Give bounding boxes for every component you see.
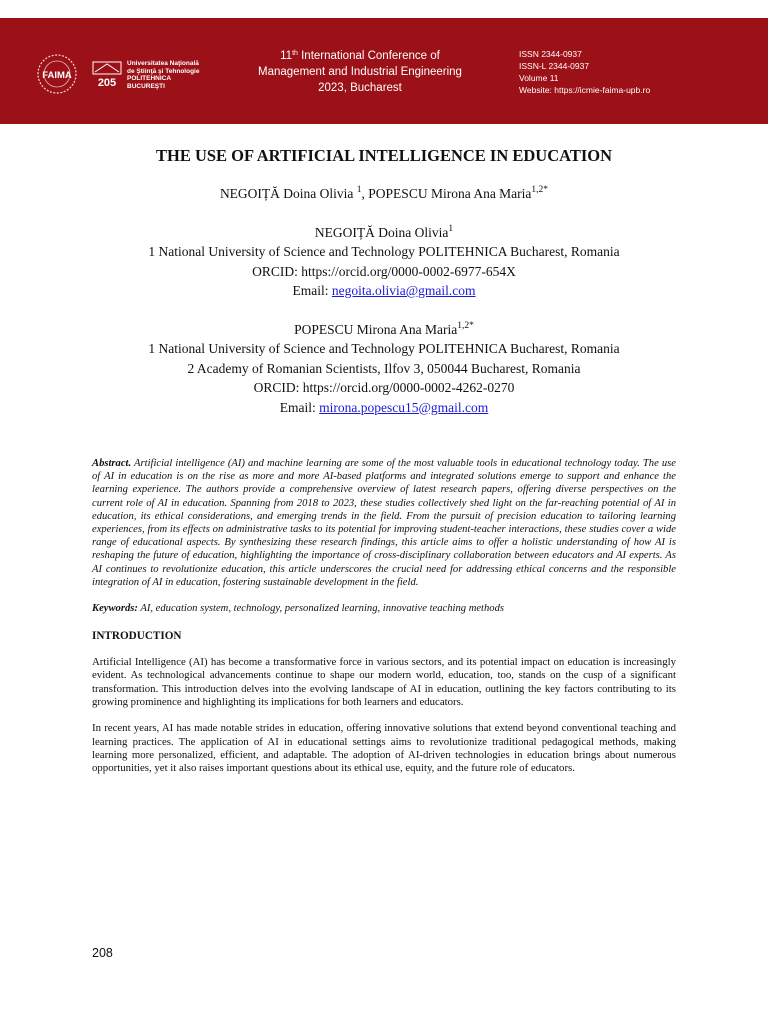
upb-emblem-icon — [90, 59, 124, 91]
introduction-heading: INTRODUCTION — [92, 630, 182, 643]
introduction-paragraph-1: Artificial Intelligence (AI) has become a transformative force in various sectors, and its potential impact on education is increasingly evident. As technological advancements continue to shape our modern world, education, too, stands on the cusp of a significant transformation. This introduction delves into the evolving landscape of AI in education, outlining the key factors contributing to its growing prominence and highlighting its implications for both learners and educators. — [92, 656, 676, 708]
website: Website: https://icmie-faima-upb.ro — [519, 85, 651, 95]
author-2-orcid: ORCID: https://orcid.org/0000-0002-4262-0270 — [253, 380, 515, 395]
issn: ISSN 2344-0937 — [519, 49, 582, 59]
author-1-affiliation: 1 National University of Science and Technology POLITEHNICA Bucharest, Romania — [148, 244, 620, 259]
abstract — [92, 457, 676, 589]
conference-line-1: 11th International Conference of — [280, 50, 440, 62]
abstract-text: Artificial intelligence (AI) and machine learning are some of the most valuable tools in educational technology today. The use of AI in education is on the rise as more and more AI-based platforms and integrated solutions emerge to support and enhance the learning experience. The authors provide a comprehensive overview of latest research papers, offering diverse perspectives on the current role of AI in education. Spanning from 2018 to 2023, these studies collectively shed light on the far-reaching potential of AI in education, its ethical considerations, and emerging trends in the field. From the pursuit of precision education to tailoring learning experiences, from its effects on administrative tasks to its potential for improving student-teacher interactions, these studies cover a wide range of educational aspects. By synthesizing these research findings, this article aims to offer a holistic understanding of how AI is reshaping the future of education, highlighting the importance of cross-disciplinary collaboration between educators and AI experts. As AI continues to revolutionize education, this article underscores the crucial need for addressing ethical concerns and the responsible integration of AI in education, fostering sustainable development in the field. — [92, 458, 676, 588]
upb-logo — [90, 59, 205, 91]
author-1-name: NEGOIȚĂ Doina Olivia$^1$ — [314, 223, 454, 240]
author-2-email-link[interactable]: mirona.popescu15@gmail.com — [319, 399, 489, 415]
logos — [30, 50, 205, 100]
author-2-block — [92, 320, 676, 418]
conference-line-2: Management and Industrial Engineering — [258, 66, 462, 78]
conference-title — [240, 48, 480, 96]
upb-line-2: de Ştiinţă şi Tehnologie — [127, 67, 200, 75]
paper-content — [92, 146, 676, 775]
upb-number: 205 — [97, 77, 117, 89]
author-2-affiliation-1: 1 National University of Science and Technology POLITEHNICA Bucharest, Romania — [148, 341, 620, 356]
keywords-label: Keywords: — [92, 603, 138, 615]
paper-title: THE USE OF ARTIFICIAL INTELLIGENCE IN EDUCATION — [155, 146, 613, 165]
keywords-text: AI, education system, technology, personalized learning, innovative teaching methods — [137, 603, 505, 615]
issn-block — [519, 48, 650, 96]
issn-l: ISSN-L 2344-0937 — [519, 61, 590, 71]
authors-line: NEGOIȚĂ Doina Olivia $^1$, POPESCU Mirona Ana Maria$^{1,2*}$ — [219, 185, 549, 201]
faima-logo — [30, 52, 84, 98]
author-1-email-row: Email: negoita.olivia@gmail.com — [292, 283, 476, 298]
page-number: 208 — [92, 946, 113, 960]
upb-line-3: POLITEHNICA BUCUREŞTI — [127, 75, 171, 90]
author-1-block — [92, 223, 676, 301]
author-1-email-link[interactable]: negoita.olivia@gmail.com — [331, 283, 476, 298]
faima-logo-text: FAIMA — [42, 70, 72, 81]
conference-line-3: 2023, Bucharest — [318, 82, 402, 94]
author-2-email-row: Email: mirona.popescu15@gmail.com — [279, 399, 489, 415]
introduction-paragraph-2: In recent years, AI has made notable strides in education, offering innovative solutions that extend beyond conventional teaching and learning practices. The application of AI in educational settings aims to revolutionize traditional pedagogical methods, making learning more personalized, efficient, and adaptable. The adoption of AI-driven technologies in education brings about numerous opportunities, yet it also raises important questions about its ethical use, equity, and the future role of educators. — [92, 722, 676, 775]
keywords — [92, 602, 676, 615]
author-2-affiliation-2: 2 Academy of Romanian Scientists, Ilfov 3, 050044 Bucharest, Romania — [187, 360, 581, 376]
author-2-name: POPESCU Mirona Ana Maria$^{1,2*}$ — [294, 320, 474, 337]
author-1-orcid: ORCID: https://orcid.org/0000-0002-6977-654X — [252, 263, 516, 279]
conference-header — [0, 18, 768, 124]
upb-name — [127, 60, 205, 90]
volume: Volume 11 — [519, 73, 559, 83]
upb-line-1: Universitatea Naţională — [127, 60, 199, 67]
abstract-label: Abstract. — [92, 458, 132, 469]
